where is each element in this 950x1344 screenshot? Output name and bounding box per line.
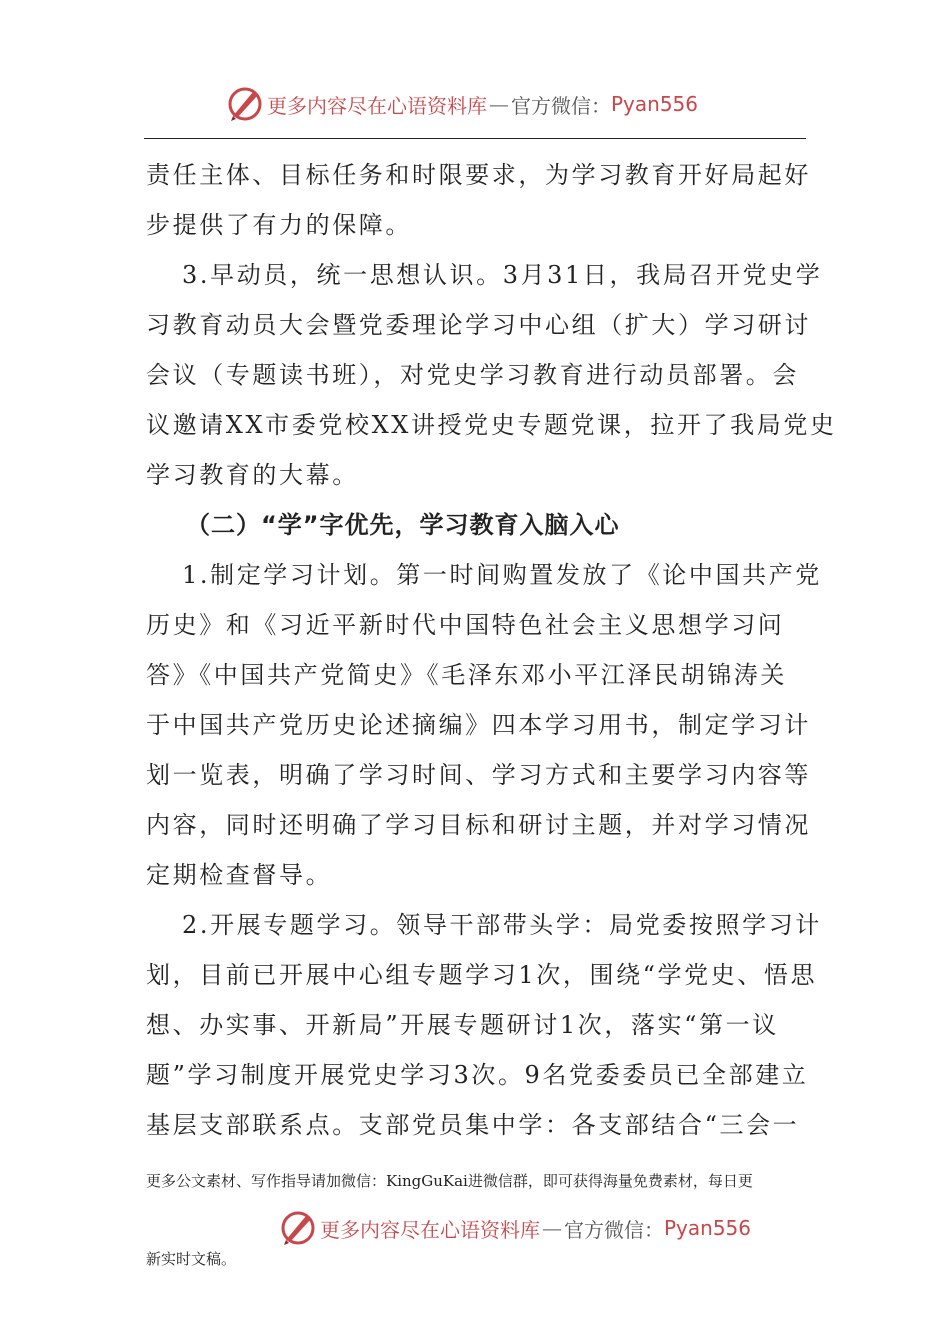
text-line: 题”学习制度开展党史学习3次。9名党委委员已全部建立 [146, 1061, 809, 1089]
header-banner [225, 82, 698, 126]
banner-handle: Pyan556 [611, 92, 699, 116]
text-line: 步提供了有力的保障。 [146, 211, 412, 239]
text-line: 3.早动员，统一思想认识。3月31日，我局召开党史学 [182, 261, 823, 289]
text-line: 1.制定学习计划。第一时间购置发放了《论中国共产党 [182, 561, 822, 589]
header-rule [144, 138, 806, 139]
text-line: 于中国共产党历史论述摘编》四本学习用书，制定学习计 [146, 711, 811, 739]
banner-separator: — [542, 1216, 562, 1240]
footer-note: 更多公文素材、写作指导请加微信：KingGuKai进微信群，即可获得海量免费素材，每日更 [146, 1172, 753, 1190]
text-line: 定期检查督导。 [146, 861, 333, 889]
text-line: 划一览表，明确了学习时间、学习方式和主要学习内容等 [146, 761, 811, 789]
pen-logo-icon [278, 1208, 318, 1248]
pen-logo-icon [225, 84, 265, 124]
text-line: 会议（专题读书班），对党史学习教育进行动员部署。会 [146, 361, 799, 389]
text-line: 答》《中国共产党简史》《毛泽东邓小平江泽民胡锦涛关 [146, 661, 787, 689]
banner-handle: Pyan556 [664, 1216, 752, 1240]
text-line: 2.开展专题学习。领导干部带头学：局党委按照学习计 [182, 911, 822, 939]
document-body [146, 150, 837, 1150]
banner-label: 官方微信： [511, 93, 611, 118]
text-line: 学习教育的大幕。 [146, 461, 359, 489]
banner-title: 更多内容尽在心语资料库 [267, 93, 487, 118]
text-line: 想、办实事、开新局”开展专题研讨1次，落实“第一议 [146, 1011, 779, 1039]
text-line: 历史》和《习近平新时代中国特色社会主义思想学习问 [146, 611, 785, 639]
text-line: 议邀请XX市委党校XX讲授党史专题党课，拉开了我局党史 [146, 411, 837, 439]
text-line: 习教育动员大会暨党委理论学习中心组（扩大）学习研讨 [146, 311, 811, 339]
section-heading: （二）“学”字优先，学习教育入脑入心 [186, 511, 620, 539]
banner-title: 更多内容尽在心语资料库 [320, 1217, 540, 1242]
text-line: 基层支部联系点。支部党员集中学：各支部结合“三会一 [146, 1111, 800, 1139]
text-line: 内容，同时还明确了学习目标和研讨主题，并对学习情况 [146, 811, 811, 839]
footer-banner [278, 1206, 751, 1250]
banner-label: 官方微信： [564, 1217, 664, 1242]
text-line: 责任主体、目标任务和时限要求，为学习教育开好局起好 [146, 161, 811, 189]
banner-separator: — [489, 92, 509, 116]
footer-note-continued: 新实时文稿。 [146, 1250, 237, 1268]
text-line: 划，目前已开展中心组专题学习1次，围绕“学党史、悟思 [146, 961, 818, 989]
